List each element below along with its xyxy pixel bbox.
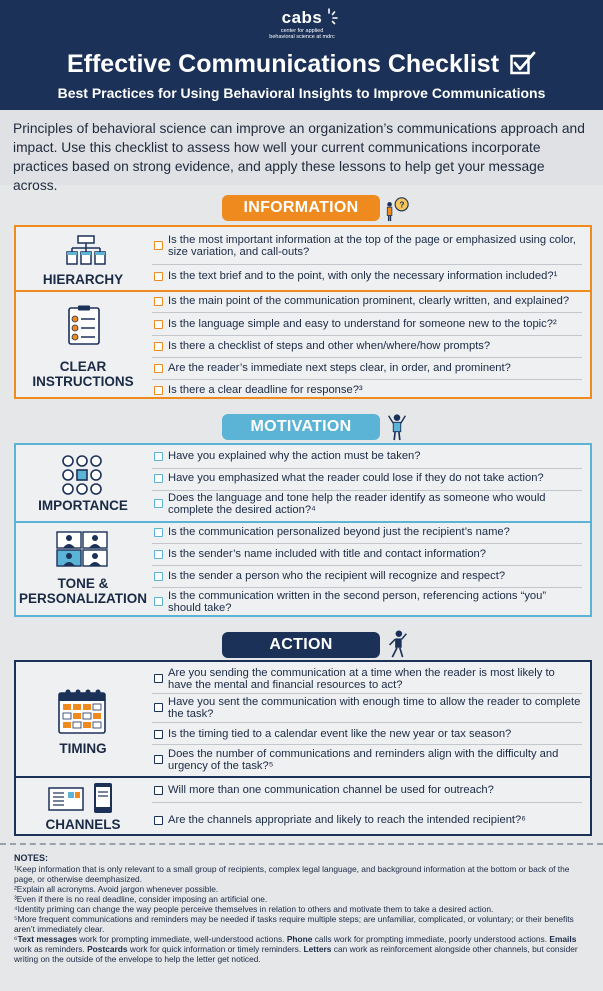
intro-text: Principles of behavioral science can improve an organization’s communications approach and impact. Use this checklist to assess how well your current communications incorporate practices based on strong evidence, and apply these lessons to help get your message across. [0, 110, 603, 185]
section-divider [16, 521, 590, 523]
question-text: Is the sender a person who the recipient will recognize and respect? [168, 570, 506, 582]
clear-q3[interactable] [152, 341, 582, 358]
note-6-phone: Phone [286, 934, 313, 944]
importance-q3[interactable] [152, 493, 582, 517]
checkbox[interactable] [154, 452, 163, 461]
checkbox[interactable] [154, 241, 163, 250]
checkbox[interactable] [154, 550, 163, 559]
checkbox[interactable] [154, 386, 163, 395]
people-portraits-icon [56, 531, 108, 567]
note-6-text-messages: Text messages [17, 934, 77, 944]
question-text: Does the number of communications and reminders align with the difficulty and urgency of the task?⁵ [168, 748, 559, 772]
section-title-motivation: MOTIVATION [222, 414, 380, 440]
note-3: ³Even if there is no real deadline, consider imposing an artificial one. [14, 894, 268, 904]
note-6-postcards: Postcards [87, 944, 128, 954]
page-title [0, 50, 603, 79]
question-text: Have you emphasized what the reader could lose if they do not take action? [168, 472, 544, 484]
note-1: ¹Keep information that is only relevant to a small group of recipients, complex legal language, and background information at the bottom or back of the page, or otherwise deemphasized. [14, 864, 570, 884]
clear-q5[interactable] [152, 385, 582, 399]
checkbox[interactable] [154, 572, 163, 581]
checkbox[interactable] [154, 272, 163, 281]
checkbox[interactable] [154, 816, 163, 825]
logo-sparkle-icon [320, 8, 338, 26]
tone-personalization-label [16, 576, 150, 606]
question-text: Are the channels appropriate and likely to reach the intended recipient?⁶ [168, 814, 526, 826]
section-action [14, 660, 592, 836]
hierarchy-label: HIERARCHY [42, 272, 124, 287]
note-6 [14, 934, 589, 964]
hierarchy-q2[interactable] [152, 271, 582, 287]
note-6-num: ⁶ [14, 934, 18, 944]
section-divider [16, 776, 590, 778]
timing-q3[interactable] [152, 729, 582, 745]
question-text: Are the reader’s immediate next steps clear, in order, and prominent? [168, 362, 511, 374]
importance-q1[interactable] [152, 451, 582, 469]
checkbox[interactable] [154, 297, 163, 306]
question-text: Is the language simple and easy to understand for someone new to the topic?² [168, 318, 557, 330]
note-2: ²Explain all acronyms. Avoid jargon whenever possible. [14, 884, 219, 894]
grid-importance-icon [62, 455, 102, 495]
notes-section [0, 843, 603, 991]
note-6-t1: work for prompting immediate, well-understood actions. [76, 934, 287, 944]
question-text: Is the communication personalized beyond just the recipient’s name? [168, 526, 510, 538]
person-walking-icon [384, 630, 410, 658]
timing-q2[interactable] [152, 697, 582, 723]
checkbox[interactable] [154, 674, 163, 683]
question-text: Will more than one communication channel be used for outreach? [168, 784, 494, 796]
channels-label: CHANNELS [45, 817, 121, 832]
section-title-action: ACTION [222, 632, 380, 658]
clear-label-line2: INSTRUCTIONS [32, 374, 134, 389]
tone-label-line1: TONE & [57, 576, 109, 591]
question-text: Is the sender’s name included with title and contact information? [168, 548, 486, 560]
notes-heading: NOTES: [14, 853, 49, 863]
importance-label: IMPORTANCE [38, 498, 128, 513]
question-text: Is there a clear deadline for response?³ [168, 384, 363, 396]
question-text: Is the text brief and to the point, with only the necessary information included?¹ [168, 270, 558, 282]
question-text: Is the timing tied to a calendar event like the new year or tax season? [168, 728, 512, 740]
section-divider [16, 290, 590, 292]
checkbox[interactable] [154, 342, 163, 351]
checkbox[interactable] [154, 703, 163, 712]
question-text: Is the main point of the communication prominent, clearly written, and explained? [168, 295, 570, 307]
section-motivation [14, 443, 592, 617]
cabs-logo [262, 8, 342, 40]
note-6-t2: calls work for prompting immediate, poorly understood actions. [312, 934, 550, 944]
timing-q1[interactable] [152, 668, 582, 694]
checkbox[interactable] [154, 474, 163, 483]
logo-sub-2: behavioral science at mdrc [269, 34, 335, 40]
channels-q2[interactable] [152, 815, 582, 831]
question-text: Is the communication written in the second person, referencing actions “you” should take? [168, 590, 547, 614]
checkbox[interactable] [154, 597, 163, 606]
note-6-t5: can work as reinforcement alongside other channels, but consider writing on the outside of the envelope to help the letter get noticed. [14, 944, 578, 964]
person-question-icon [384, 195, 410, 223]
hierarchy-q1[interactable] [152, 235, 582, 265]
channels-devices-icon [48, 782, 114, 814]
channels-q1[interactable] [152, 785, 582, 803]
question-text: Are you sending the communication at a time when the reader is most likely to have the mental and financial resources to act? [168, 667, 555, 691]
clear-label-line1: CLEAR [59, 359, 107, 374]
person-thinking-icon [384, 413, 410, 441]
tone-q4[interactable] [152, 591, 582, 615]
note-6-t3: work as reminders. [14, 944, 88, 954]
header [0, 0, 603, 110]
tone-label-line2: PERSONALIZATION [19, 591, 147, 606]
tone-q1[interactable] [152, 527, 582, 544]
tone-q2[interactable] [152, 549, 582, 566]
hierarchy-icon [66, 235, 106, 267]
question-text: Have you explained why the action must be taken? [168, 450, 421, 462]
checkbox[interactable] [154, 320, 163, 329]
page-subtitle: Best Practices for Using Behavioral Insights to Improve Communications [57, 85, 546, 101]
note-6-emails: Emails [549, 934, 577, 944]
checkbox-check-icon [510, 51, 536, 75]
tone-q3[interactable] [152, 571, 582, 588]
timing-q4[interactable] [152, 749, 582, 775]
page-title-text: Effective Communications Checklist [66, 50, 500, 78]
clear-instructions-label [16, 359, 150, 389]
checkbox[interactable] [154, 730, 163, 739]
checkbox[interactable] [154, 499, 163, 508]
svg-text:?: ? [399, 199, 405, 210]
checkbox[interactable] [154, 364, 163, 373]
logo-sub-1: center for applied [280, 28, 324, 34]
section-title-information: INFORMATION [222, 195, 380, 221]
logo-word: cabs [281, 8, 323, 27]
note-4: ⁴Identity priming can change the way people perceive themselves in relation to others and motivate them to take a desired action. [14, 904, 494, 914]
question-text: Does the language and tone help the reader identify as someone who would complete the desired action?⁴ [168, 492, 546, 516]
checkbox[interactable] [154, 528, 163, 537]
timing-label: TIMING [59, 741, 107, 756]
clear-q4[interactable] [152, 363, 582, 380]
note-6-t4: work for quick information or timely reminders. [127, 944, 304, 954]
note-5: ⁵More frequent communications and reminders may be needed if tasks require multiple steps; are unfamiliar, complicated, or voluntary; or their benefits aren’t immediately clear. [14, 914, 574, 934]
checkbox[interactable] [154, 755, 163, 764]
checkbox[interactable] [154, 786, 163, 795]
section-information [14, 225, 592, 399]
calendar-icon [58, 688, 106, 734]
question-text: Have you sent the communication with enough time to allow the reader to complete the task? [168, 696, 581, 720]
clear-q2[interactable] [152, 319, 582, 336]
question-text: Is the most important information at the top of the page or emphasized using color, size variation, and call-outs? [168, 234, 576, 258]
importance-q2[interactable] [152, 473, 582, 491]
note-6-letters: Letters [303, 944, 332, 954]
question-text: Is there a checklist of steps and other when/where/how prompts? [168, 340, 491, 352]
clear-q1[interactable] [152, 296, 582, 313]
clipboard-list-icon [68, 305, 100, 345]
